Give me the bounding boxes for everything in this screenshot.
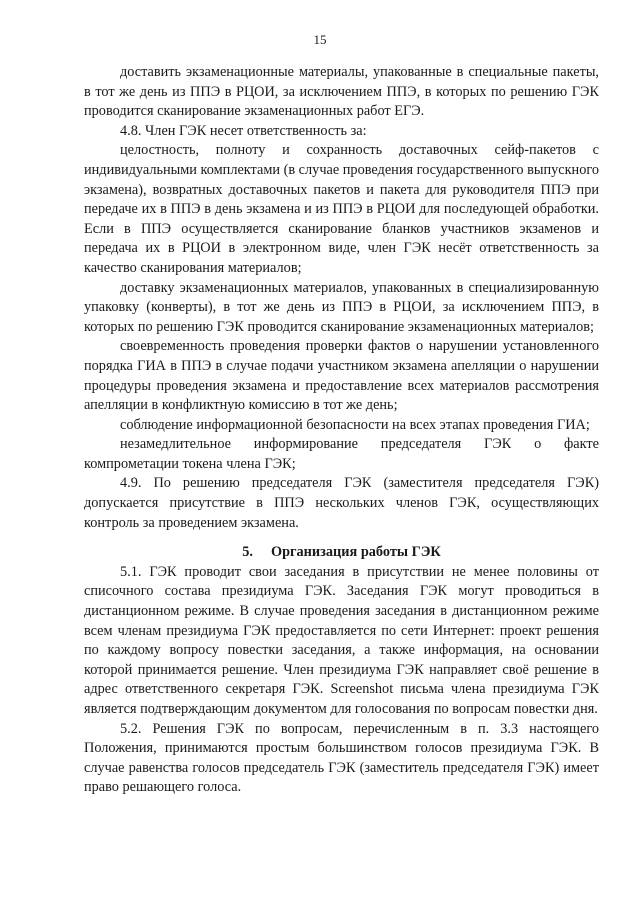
paragraph-timeliness: своевременность проведения проверки фактов о нарушении установленного порядка ГИА в ППЭ в случае подачи участником экзамена апелляции о нарушении процедуры проведения экзамена и предоставление всех материалов рассмотрения апелляции в конфликтную комиссию в тот же день; bbox=[84, 338, 599, 414]
paragraph-informing: незамедлительное информирование председателя ГЭК о факте компрометации токена члена ГЭК; bbox=[84, 436, 599, 472]
paragraph-security: соблюдение информационной безопасности на всех этапах проведения ГИА; bbox=[120, 416, 590, 433]
paragraph-continuation: доставить экзаменационные материалы, упакованные в специальные пакеты, в тот же день из ППЭ в РЦОИ, за исключением ППЭ, в которых по решению ГЭК проводится сканирование экзаменационных работ ЕГЭ. bbox=[84, 64, 599, 120]
paragraph-4-8: 4.8. Член ГЭК несет ответственность за: bbox=[120, 122, 367, 139]
page-number: 15 bbox=[313, 32, 327, 47]
paragraph-4-9: 4.9. По решению председателя ГЭК (заместителя председателя ГЭК) допускается присутствие в ППЭ нескольких членов ГЭК, осуществляющих контроль за проведением экзамена. bbox=[84, 475, 599, 531]
paragraph-delivery: доставку экзаменационных материалов, упакованных в специализированную упаковку (конверты), в тот же день из ППЭ в РЦОИ, за исключением ППЭ, в которых по решению ГЭК проводится сканирование экзаменационных материалов; bbox=[84, 279, 599, 335]
section-heading bbox=[84, 543, 599, 563]
section-number: 5. bbox=[242, 544, 253, 561]
paragraph-5-2: 5.2. Решения ГЭК по вопросам, перечисленным в п. 3.3 настоящего Положения, принимаются простым большинством голосов президиума ГЭК. В случае равенства голосов председатель ГЭК (заместитель председателя ГЭК) имеет право решающего голоса. bbox=[84, 720, 599, 796]
paragraph-integrity: целостность, полноту и сохранность доставочных сейф-пакетов с индивидуальными комплектами (в случае проведения государственного выпускного экзамена), возвратных доставочных пакетов и пакета для руководителя ППЭ при передаче их в ППЭ в день экзамена и из ППЭ в РЦОИ для последующей обработки. Если в ППЭ осуществляется сканирование бланков участников экзаменов и передача их в РЦОИ в электронном виде, член ГЭК несёт ответственность за качество сканирования материалов; bbox=[84, 142, 599, 276]
paragraph-5-1: 5.1. ГЭК проводит свои заседания в присутствии не менее половины от списочного состава президиума ГЭК. Заседания ГЭК могут проводиться в дистанционном режиме. В случае проведения заседания в дистанционном режиме всем членам президиума ГЭК предоставляется по сети Интернет: проект решения по каждому вопросу повестки заседания, а также информация, на основании которой принимается решение. Член президиума ГЭК направляет своё решение в адрес ответственного секретаря ГЭК. Screenshot письма члена президиума ГЭК является подтверждающим документом для голосования по вопросам повестки дня. bbox=[84, 563, 599, 717]
document-body bbox=[84, 63, 599, 798]
section-title: Организация работы ГЭК bbox=[270, 544, 441, 561]
